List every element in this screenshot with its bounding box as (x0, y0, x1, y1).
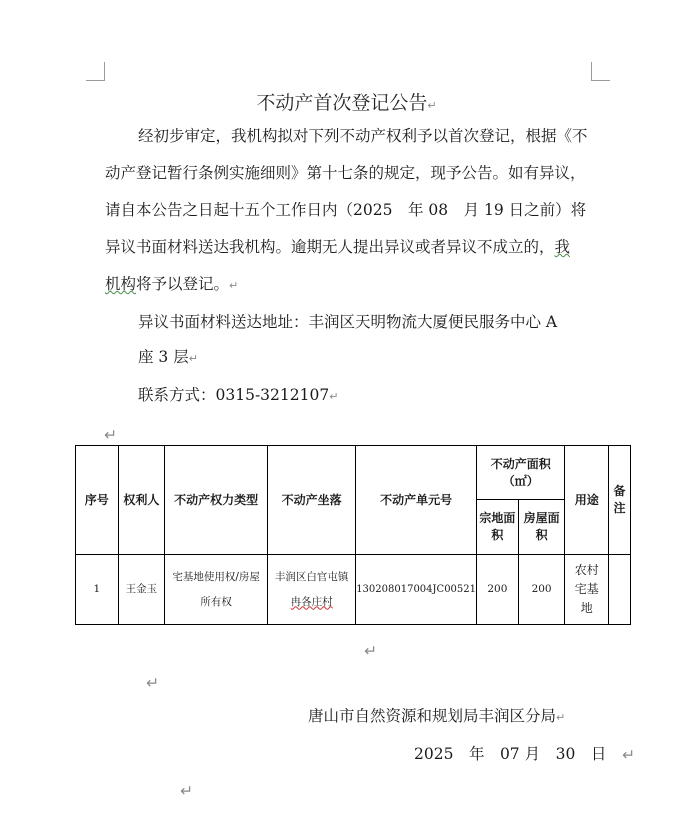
cell-remark (609, 555, 631, 625)
header-land-area: 宗地面积 (477, 500, 519, 555)
contact-line: 联系方式：0315-3212107↵ (138, 386, 339, 404)
cell-seq: 1 (76, 555, 119, 625)
signature-org: 唐山市自然资源和规划局丰润区分局↵ (308, 707, 566, 725)
header-unit-no: 不动产单元号 (356, 446, 477, 555)
notice-body (105, 118, 593, 304)
paragraph-mark-icon: ↵ (188, 352, 198, 365)
cell-land-area: 200 (477, 555, 519, 625)
header-area-group: 不动产面积 （㎡） (477, 446, 565, 500)
signature-date: 2025 年 07 月 30 日 (414, 745, 607, 763)
paragraph-mark-icon: ↵ (364, 642, 377, 660)
header-right-type: 不动产权力类型 (165, 446, 268, 555)
cell-house-area: 200 (518, 555, 565, 625)
cell-right-type: 宅基地使用权/房屋 所有权 (165, 555, 268, 625)
body-line: 经初步审定，我机构拟对下列不动产权利予以首次登记，根据《不 (138, 127, 588, 145)
header-location: 不动产坐落 (268, 446, 356, 555)
paragraph-mark-icon: ↵ (229, 279, 239, 292)
header-remark: 备注 (609, 446, 631, 555)
body-line: 机构将予以登记。↵ (105, 275, 239, 293)
table-row (76, 555, 631, 625)
header-holder: 权利人 (118, 446, 165, 555)
table-header-row (76, 446, 631, 500)
paragraph-mark-icon: ↵ (104, 426, 117, 444)
registration-table (75, 445, 631, 625)
cell-unit-no: 130208017004JC00521 (356, 555, 477, 625)
address-line-continued: 座 3 层↵ (138, 348, 198, 366)
crop-mark-top-right (591, 62, 610, 81)
body-line: 动产登记暂行条例实施细则》第十七条的规定，现予公告。如有异议， (105, 164, 586, 182)
crop-mark-top-left (86, 62, 105, 81)
header-seq: 序号 (76, 446, 119, 555)
address-line: 异议书面材料送达地址：丰润区天明物流大厦便民服务中心 A (138, 313, 558, 331)
paragraph-mark-icon: ↵ (427, 99, 437, 112)
cell-usage: 农村 宅基 地 (565, 555, 609, 625)
body-line: 异议书面材料送达我机构。逾期无人提出异议或者异议不成立的，我 (105, 238, 571, 256)
cell-holder: 王金玉 (118, 555, 165, 625)
paragraph-mark-icon: ↵ (329, 390, 339, 403)
header-house-area: 房屋面积 (518, 500, 565, 555)
notice-title: 不动产首次登记公告↵ (256, 92, 437, 114)
paragraph-mark-icon: ↵ (146, 674, 159, 692)
paragraph-mark-icon: ↵ (556, 711, 566, 724)
paragraph-mark-icon: ↵ (180, 782, 193, 800)
body-line: 请自本公告之日起十五个工作日内（2025 年 08 月 19 日之前）将 (105, 201, 587, 219)
header-usage: 用途 (565, 446, 609, 555)
paragraph-mark-icon: ↵ (622, 746, 635, 764)
cell-location: 丰润区白官屯镇 冉各庄村 (268, 555, 356, 625)
